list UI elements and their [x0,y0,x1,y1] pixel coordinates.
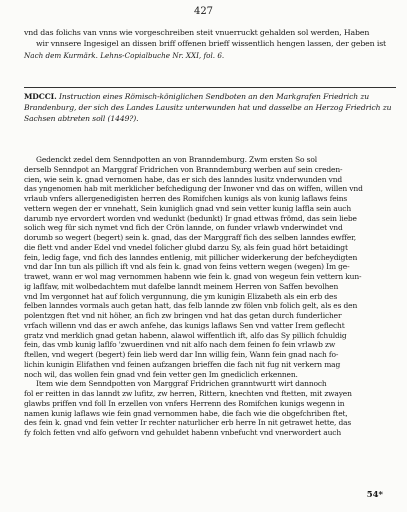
body-line: Gedenckt zedel dem Senndpotten an von Branndemburg. Zwm ersten So sol [36,155,317,164]
body-line: felben lanndes vormals auch getan hatt, das felb lannde zw fölen vnb folich gelt, als es den [24,301,358,311]
body-line: Item wie dem Senndpotten von Marggraf Fridrichen granntwurtt wirt dannoch [36,379,327,389]
body-line: ig laflfaw, mit wolbedachtem mut dafelbe lanndt meinem Herren von Saffen bevolhen [24,281,339,291]
text-line: wir vnnsere Ingesigel an dissen briff offenen brieff wissentlich hengen lassen, der geben ist [36,38,387,48]
body-line: des fein k. gnad vnd fein vetter Ir rechter naturlicher erb herre In nit getrawet hette, das [24,418,352,428]
body-line: vrlaub vnfers allergenedigisten herren des Romifchen kunigs als von kunig laflaws feins [24,194,348,203]
body-line: dorumb so wegert (begert) sein k. gnad, das der Marggraff fich des selben lanndes ewffer, [24,233,356,242]
body-line: fein, das vmb kunig laflfo 'zwuerdinen vnd nit alfo nach dem feinen fo fein vrlawb zw [24,340,336,350]
body-line: solich weg für sich nymet vnd fich der Crön lannde, on funder vrlawb vnderwindet vnd [24,223,343,233]
source-note: Nach dem Kurmärk. Lehns-Copialbuche Nr. XXI, fol. 6. [24,51,225,60]
document-heading [24,92,396,124]
body-line: fy folch fetten vnd alfo gefworn vnd gehuldet habenn vnbefucht vnd vnerwordert auch [24,428,342,437]
body-line: fein, ledig fage, vnd fich des lanndes entlenig, mit pillicher widerkerung der befcheydigten [24,252,358,262]
body-line: cien, wie sein k. gnad vernomen habe, das er sich des lanndes lusitz vnderwunden vnd [24,174,343,184]
body-line: darumb nye ervordert worden vnd wedunkt (bedunkt) Ir gnad ettwas frömd, das sein liebe [24,213,357,223]
section-divider [24,87,396,88]
body-line: gratz vnd merklich gnad getan habenn, alawol wiffentlich ift, alfo das Sy pillich fchuldig [24,330,347,340]
text-line: vnd das folichs van vnns wie vorgeschreiben steit vnuerruckt gehalden sol werden, Haben [24,28,370,37]
body-line: polentzgen ftet vnd nit höher, an fich zw bringen vnd hat das getan durch funderlicher [24,311,342,320]
body-line: vrfach willenn vnd das er awch anfehe, das kunigs laflaws Sen vnd vatter Irem geflecht [24,320,345,330]
body-line: das yngenomen hab mit merklicher befchedigung der Inwoner vnd das on wiffen, willen vnd [24,184,363,194]
document-body [24,155,396,438]
body-line: noch wil, das wollen fein gnad vnd fein vetter gen Im gnediclich erkennen. [24,369,298,379]
page-number: 427 [193,6,214,17]
body-line: die flett vnd ander Edel vnd vnedel folicher glubd darzu Sy, als fein guad hört betaidingt [24,242,348,252]
body-line: vettern wegen der er vnnehatt, Sein kuniglich gnad vnd sein vetter kunig laffla sein auch [24,203,352,213]
document-number: MDCCI. [24,92,57,101]
signature-mark: 54* [366,490,383,500]
body-line: trawet, wann er wol mag vernommen habenn wie fein k. gnad von wegeun fein vettern kun- [24,272,362,281]
body-line: derselb Senndpot an Marggraf Fridrichen von Branndemburg werben auf sein creden- [24,164,343,174]
body-line: lichin kunigin Elifathen vnd feinen aufzangen brieffen die fach nit fug nit verkern mag [24,359,341,369]
top-text-block [24,28,396,49]
body-line: vnd Im vergonnet hat auf folich vergunnung, die ym kunigin Elizabeth als ein erb des [24,291,338,301]
body-line: vnd dar Inn tun als pillich ift vnd als fein k. gnad von feins vettern wegen (wegen) Im ge- [24,262,350,272]
body-line: fol er reitten in das lanndt zw lufitz, zw herren, Rittern, knechten vnd ftetten, mit zwayen [24,389,352,398]
body-line: namen kunig laflaws wie fein gnad vernommen habe, die fach wie die obgefchriben ftet, [24,408,348,418]
body-line: glawbs priffen vnd foll In erzellen von vnfers Herrenn des Romifchen kunigs wegenn in [24,398,345,408]
body-line: ftellen, vnd wegert (begert) fein lieb werd dar Inn willig fein, Wann fein gnad nach fo- [24,350,339,359]
document-title: Instruction eines Römisch-königlichen Sendboten an den Markgrafen Friedrich zu Brandenburg, der sich des Landes Lausitz unterwunden hat und dasselbe an Herzog Friedrich zu Sachsen abtreten soll (1449?). [24,92,392,123]
